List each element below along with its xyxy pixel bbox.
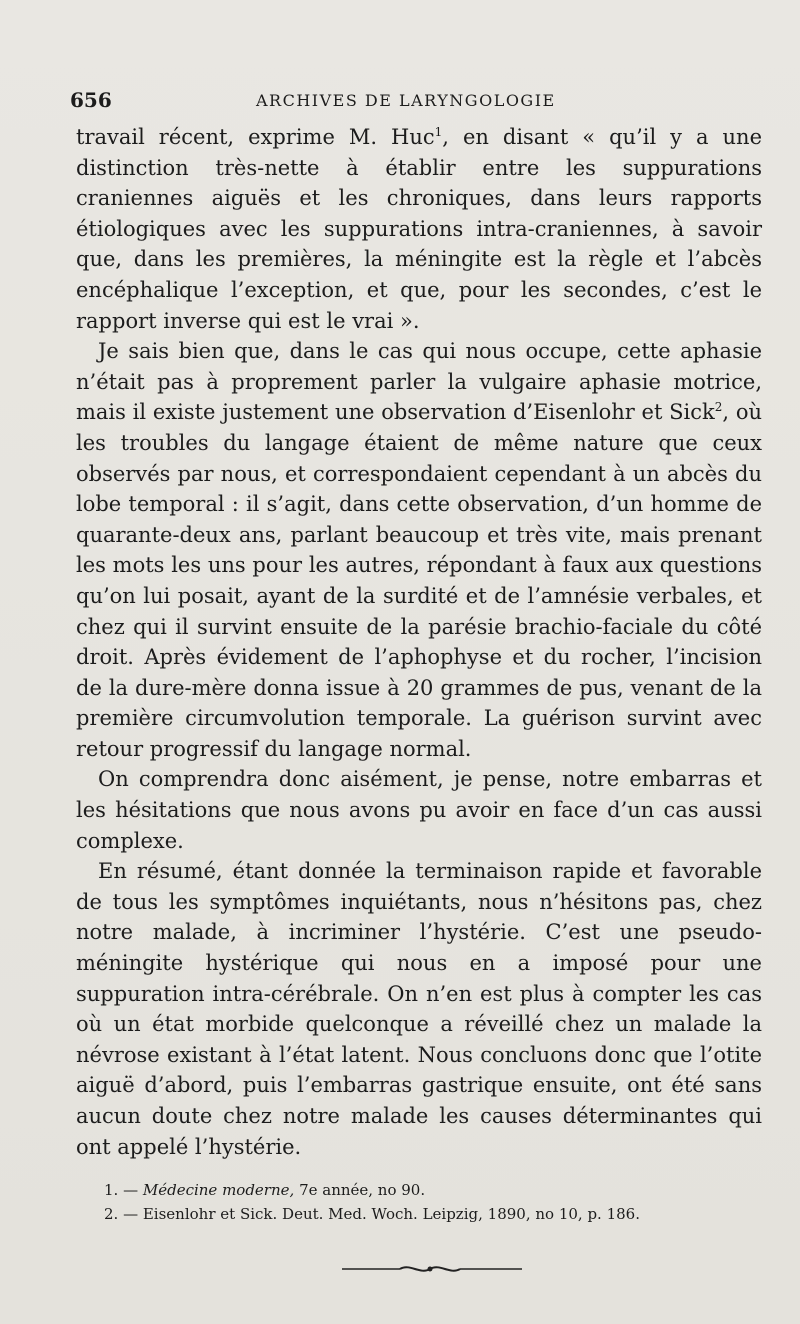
paragraph-2 bbox=[76, 336, 762, 764]
footnote-ref-1: 1 bbox=[434, 125, 443, 139]
paragraph-text: , où les troubles du langage étaient de même nature que ceux observés par nous, et correspondaient cependant à un abcès du lobe temporal : il s’agit, dans cette observation, d’un homme de quarante-deux ans, parlant beaucoup et très vite, mais prenant les mots les uns pour les autres, répondant à faux aux questions qu’on lui posait, ayant de la surdité et de l’amnésie verbales, et chez qui il survint ensuite de la parésie brachio-faciale du côté droit. Après évidement de l’aphophyse et du rocher, l’incision de la dure-mère donna issue à 20 grammes de pus, venant de la première circumvolution temporale. La guérison survint avec retour progressif du langage normal. bbox=[76, 400, 762, 761]
paragraph-text: Je sais bien que, dans le cas qui nous occupe, cette aphasie n’était pas à proprement parler la vulgaire aphasie motrice, mais il existe justement une observation d’Eisenlohr et Sick bbox=[76, 339, 762, 425]
paragraph-text: En résumé, étant donnée la terminaison rapide et favorable de tous les symptômes inquiétants, nous n’hésitons pas, chez notre malade, à incriminer l’hystérie. C’est une pseudo-méningite hystérique qui nous en a imposé pour une suppuration intra-cérébrale. On n’en est plus à compter les cas où un état morbide quelconque a réveillé chez un malade la névrose existant à l’état latent. Nous concluons donc que l’otite aiguë d’abord, puis l’embarras gastrique ensuite, ont été sans aucun doute chez notre malade les causes déterminantes qui ont appelé l’hystérie. bbox=[76, 859, 762, 1159]
footnote-source: Médecine moderne, bbox=[142, 1181, 295, 1199]
paragraph-text: On comprendra donc aisément, je pense, notre embarras et les hésitations que nous avons pu avoir en face d’un cas aussi complexe. bbox=[76, 767, 762, 853]
body-text bbox=[76, 122, 762, 1162]
paragraph-3 bbox=[76, 764, 762, 856]
footnote-number: 1. bbox=[104, 1181, 119, 1199]
footnote-1: 1. — Médecine moderne, 7e année, no 90. bbox=[104, 1181, 426, 1199]
footnotes bbox=[104, 1178, 764, 1226]
footnote-text: Eisenlohr et Sick. Deut. Med. Woch. Leipzig, 1890, no 10, p. 186. bbox=[138, 1205, 640, 1223]
running-title: ARCHIVES DE LARYNGOLOGIE bbox=[256, 91, 556, 110]
paragraph-text: , en disant « qu’il y a une distinction très-nette à établir entre les suppurations craniennes aiguës et les chroniques, dans leurs rapports étiologiques avec les suppurations intra-craniennes, à savoir que, dans les premières, la méningite est la règle et l’abcès encéphalique l’exception, et que, pour les secondes, c’est le rapport inverse qui est le vrai ». bbox=[76, 125, 762, 333]
paragraph-text: travail récent, exprime M. Huc bbox=[76, 125, 435, 149]
footnote-text: 7e année, no 90. bbox=[294, 1181, 426, 1199]
footnote-2: 2. — Eisenlohr et Sick. Deut. Med. Woch. Leipzig, 1890, no 10, p. 186. bbox=[104, 1205, 640, 1223]
paragraph-1 bbox=[76, 122, 762, 336]
page-header bbox=[70, 88, 760, 118]
page-number: 656 bbox=[70, 88, 112, 112]
footnote-number: 2. bbox=[104, 1205, 119, 1223]
footnote-ref-2: 2 bbox=[714, 400, 723, 415]
paragraph-4 bbox=[76, 856, 762, 1162]
ornament-divider bbox=[342, 1262, 522, 1276]
